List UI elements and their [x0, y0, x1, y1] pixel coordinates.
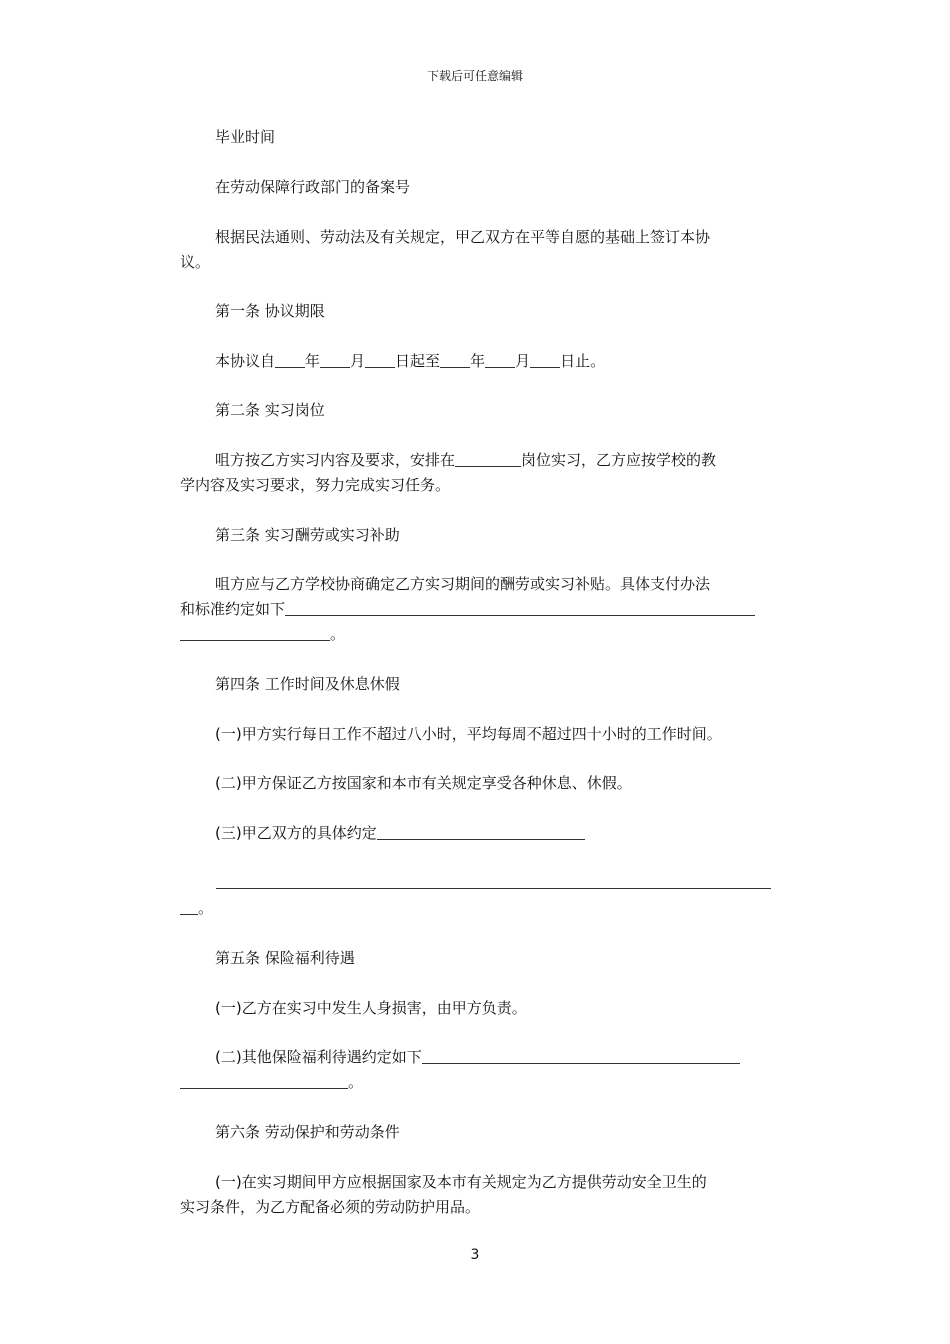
- art4-end: 。: [198, 899, 214, 917]
- art1-seg-5: 月: [515, 352, 531, 370]
- art1-seg-4: 年: [470, 352, 486, 370]
- month-blank: [320, 351, 350, 368]
- art3-label: 和标准约定如下: [180, 600, 286, 618]
- other-benefits-blank: [422, 1047, 740, 1064]
- year-blank: [275, 351, 305, 368]
- month-blank: [485, 351, 515, 368]
- article-1-text: [180, 349, 807, 374]
- art4-3-label: (三)甲乙双方的具体约定: [215, 824, 377, 842]
- article-3-title: 第三条 实习酬劳或实习补助: [215, 526, 400, 544]
- art5-2-label: (二)其他保险福利待遇约定如下: [215, 1048, 422, 1066]
- graduation-time-line: 毕业时间: [215, 128, 276, 146]
- art3-end: 。: [330, 625, 346, 643]
- day-blank: [530, 351, 560, 368]
- page-number: 3: [470, 1247, 480, 1263]
- article-3-line-1: 咀方应与乙方学校协商确定乙方实习期间的酬劳或实习补贴。具体支付办法: [215, 575, 711, 593]
- art2-seg-1: 咀方按乙方实习内容及要求，安排在: [215, 451, 456, 469]
- year-blank: [440, 351, 470, 368]
- art1-seg-1: 年: [305, 352, 321, 370]
- specific-agreement-blank-line: [216, 888, 771, 889]
- art1-seg-3: 日起至: [395, 352, 441, 370]
- preamble-line-1: 根据民法通则、劳动法及有关规定，甲乙双方在平等自愿的基础上签订本协: [215, 228, 711, 246]
- specific-agreement-blank-end: [180, 898, 198, 915]
- art2-seg-2: 岗位实习，乙方应按学校的教: [521, 451, 717, 469]
- article-5-item-2: [180, 1045, 807, 1070]
- article-4-item-2: (二)甲方保证乙方按国家和本市有关规定享受各种休息、休假。: [215, 774, 632, 792]
- preamble-line-2: 议。: [180, 253, 211, 271]
- specific-agreement-blank: [377, 823, 585, 840]
- article-3-line-2: [180, 597, 772, 622]
- article-4-item-3: [180, 821, 807, 846]
- payment-terms-blank: [285, 599, 755, 616]
- article-2-line-1: [180, 448, 807, 473]
- article-4-item-1: (一)甲方实行每日工作不超过八小时，平均每周不超过四十小时的工作时间。: [215, 725, 722, 743]
- article-1-title: 第一条 协议期限: [215, 302, 325, 320]
- art1-seg-0: 本协议自: [215, 352, 276, 370]
- article-6-item-1-line-2: 实习条件，为乙方配备必须的劳动防护用品。: [180, 1198, 481, 1216]
- position-blank: [455, 450, 521, 467]
- article-5-item-1: (一)乙方在实习中发生人身损害，由甲方负责。: [215, 999, 527, 1017]
- art5-end: 。: [348, 1073, 364, 1091]
- article-2-title: 第二条 实习岗位: [215, 401, 325, 419]
- header-note: 下载后可任意编辑: [426, 69, 523, 83]
- article-6-title: 第六条 劳动保护和劳动条件: [215, 1123, 400, 1141]
- article-4-title: 第四条 工作时间及休息休假: [215, 675, 400, 693]
- filing-number-line: 在劳动保障行政部门的备案号: [215, 178, 411, 196]
- article-5-title: 第五条 保险福利待遇: [215, 949, 355, 967]
- article-4-item-3-cont: [180, 896, 772, 921]
- article-3-line-3: [180, 622, 772, 647]
- article-6-item-1-line-1: (一)在实习期间甲方应根据国家及本市有关规定为乙方提供劳动安全卫生的: [215, 1173, 707, 1191]
- payment-terms-blank-cont: [180, 624, 330, 641]
- article-2-line-2: 学内容及实习要求，努力完成实习任务。: [180, 476, 451, 494]
- art1-seg-2: 月: [350, 352, 366, 370]
- other-benefits-blank-cont: [180, 1072, 348, 1089]
- art1-seg-6: 日止。: [560, 352, 606, 370]
- article-5-item-2-cont: [180, 1070, 772, 1095]
- day-blank: [365, 351, 395, 368]
